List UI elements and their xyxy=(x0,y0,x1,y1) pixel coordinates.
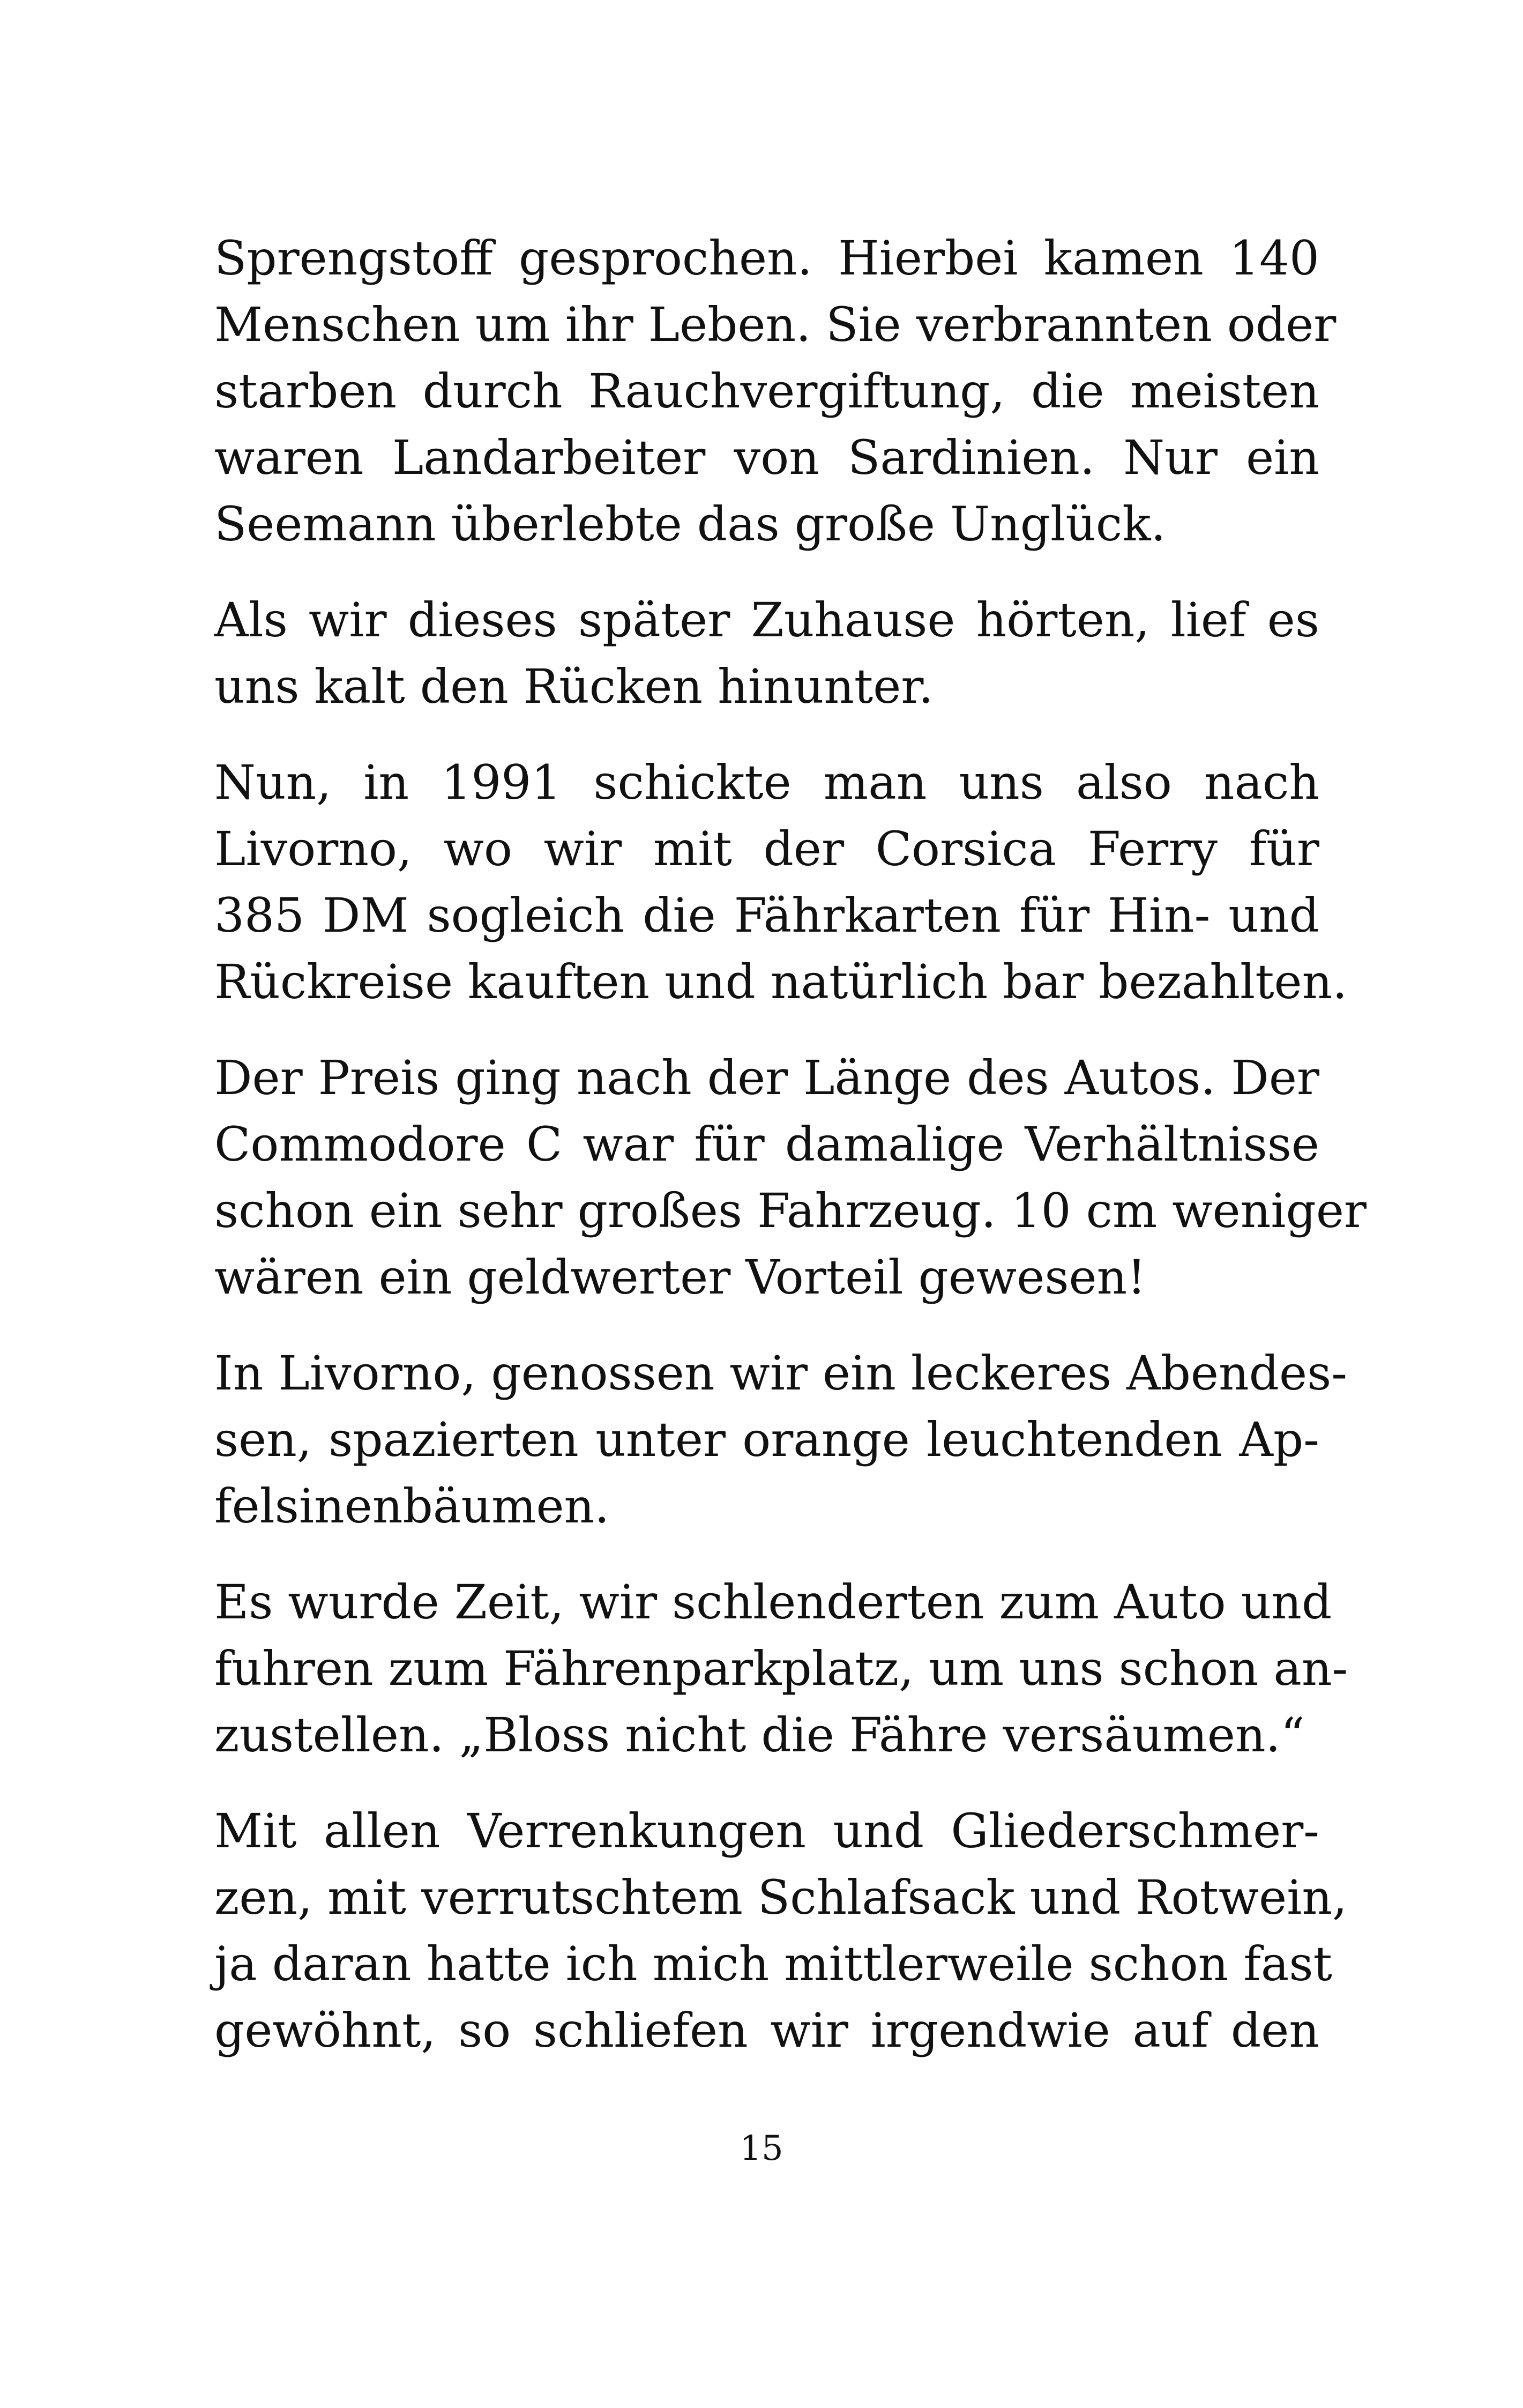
text-line: gewöhnt, so schliefen wir irgendwie auf den xyxy=(214,2003,1319,2058)
text-line: zustellen. „Bloss nicht die Fähre versäumen.“ xyxy=(214,1707,1305,1763)
text-line: starben durch Rauchvergiftung, die meisten xyxy=(214,363,1319,419)
text-line: sen, spazierten unter orange leuchtenden Ap- xyxy=(214,1412,1319,1467)
text-line: In Livorno, genossen wir ein leckeres Abendes- xyxy=(214,1346,1347,1401)
text-line: fuhren zum Fährenparkplatz, um uns schon an- xyxy=(214,1641,1348,1696)
text-line: Es wurde Zeit, wir schlenderten zum Auto und xyxy=(214,1574,1332,1630)
book-page-text xyxy=(214,225,1367,2093)
text-line: Nun, in 1991 schickte man uns also nach xyxy=(214,755,1319,810)
text-line: uns kalt den Rücken hinunter. xyxy=(214,659,934,714)
text-line: ja daran hatte ich mich mittlerweile schon fast xyxy=(214,1936,1332,1991)
text-line: Sprengstoff gesprochen. Hierbei kamen 140 xyxy=(214,231,1319,286)
text-line: wären ein geldwerter Vorteil gewesen! xyxy=(214,1250,1146,1305)
paragraph-7 xyxy=(214,1798,1348,2064)
text-line: Livorno, wo wir mit der Corsica Ferry für xyxy=(214,821,1319,876)
text-line: Menschen um ihr Leben. Sie verbrannten oder xyxy=(214,297,1337,352)
paragraph-4 xyxy=(214,1045,1367,1311)
text-line: Seemann überlebte das große Unglück. xyxy=(214,496,1166,552)
text-line: Commodore C war für damalige Verhältnisse xyxy=(214,1117,1319,1172)
text-line: schon ein sehr großes Fahrzeug. 10 cm weniger xyxy=(214,1183,1367,1238)
paragraph-6 xyxy=(214,1569,1348,1768)
text-line: Rückreise kauften und natürlich bar bezahlten. xyxy=(214,954,1348,1009)
paragraph-1 xyxy=(214,225,1337,558)
text-line: felsinenbäumen. xyxy=(214,1478,610,1534)
text-line: 385 DM sogleich die Fährkarten für Hin- und xyxy=(214,888,1319,943)
text-line: Als wir dieses später Zuhause hörten, lief es xyxy=(214,592,1319,648)
text-line: zen, mit verrutschtem Schlafsack und Rotwein, xyxy=(214,1870,1348,1925)
paragraph-3 xyxy=(214,749,1348,1015)
text-line: Der Preis ging nach der Länge des Autos. Der xyxy=(214,1050,1319,1105)
page-number: 15 xyxy=(740,2129,783,2168)
text-line: Mit allen Verrenkungen und Gliederschmer- xyxy=(214,1803,1319,1859)
paragraph-2 xyxy=(214,587,1319,720)
paragraph-5 xyxy=(214,1340,1347,1540)
text-line: waren Landarbeiter von Sardinien. Nur ein xyxy=(214,430,1319,485)
